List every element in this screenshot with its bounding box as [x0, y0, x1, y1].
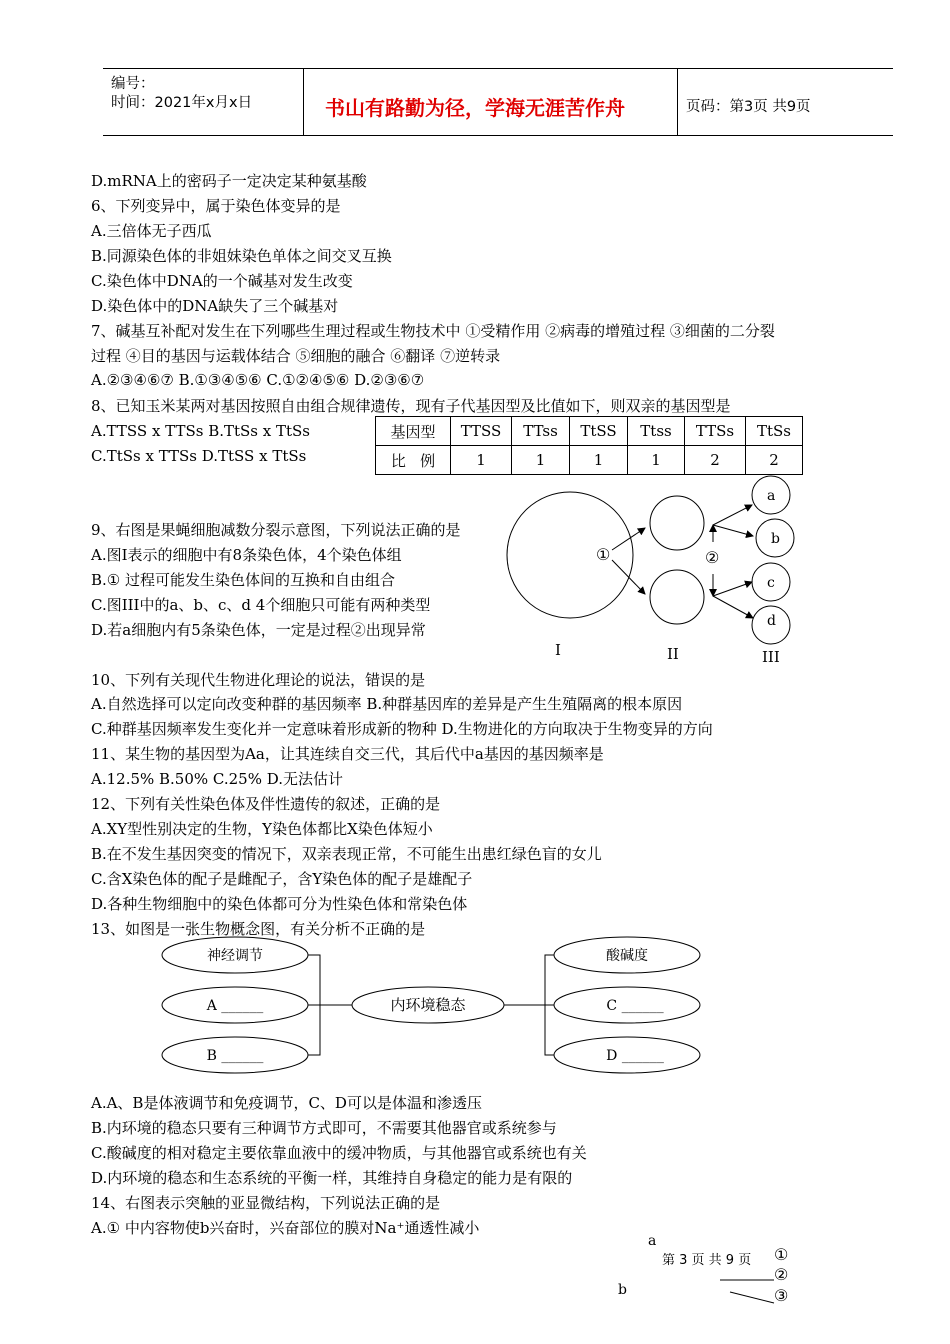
text-line: D.各种生物细胞中的染色体都可分为性染色体和常染色体	[91, 895, 468, 913]
text-line: D.若a细胞内有5条染色体，一定是过程②出现异常	[91, 621, 426, 639]
table-cell: TtSS	[570, 417, 628, 446]
synapse-label-3: ③	[774, 1286, 789, 1305]
text-line: A.三倍体无子西瓜	[91, 222, 212, 240]
concept-map	[155, 935, 715, 1083]
text-line: C.种群基因频率发生变化并一定意味着形成新的物种 D.生物进化的方向取决于生物变异的方向	[91, 720, 713, 738]
table-cell: 基因型	[376, 417, 451, 446]
text-line: C.染色体中DNA的一个碱基对发生改变	[91, 272, 353, 290]
label-II: II	[667, 645, 679, 663]
node-D-label: D ______	[606, 1048, 664, 1064]
step-1-label: ①	[596, 545, 611, 564]
table-cell: TtSs	[746, 417, 803, 446]
cell-II-top	[650, 496, 704, 550]
text-line: 9、右图是果蝇细胞减数分裂示意图，下列说法正确的是	[91, 521, 461, 539]
label-d: d	[767, 613, 776, 629]
node-A-label: A ______	[206, 998, 264, 1014]
synapse-label-a: a	[648, 1233, 657, 1249]
text-line: B.① 过程可能发生染色体间的互换和自由组合	[91, 571, 396, 589]
header-bottom-rule	[103, 135, 893, 136]
text-line: 过程 ④目的基因与运载体结合 ⑤细胞的融合 ⑥翻译 ⑦逆转录	[91, 347, 501, 365]
step-2-label: ②	[705, 548, 720, 567]
synapse-label-2: ②	[774, 1265, 789, 1284]
text-line: B.内环境的稳态只要有三种调节方式即可，不需要其他器官或系统参与	[91, 1119, 557, 1137]
table-cell: TTSs	[685, 417, 746, 446]
label-b: b	[771, 531, 780, 547]
synapse-label-b: b	[618, 1282, 627, 1298]
text-line: A.图I表示的细胞中有8条染色体，4个染色体组	[91, 546, 402, 564]
text-line: 13、如图是一张生物概念图，有关分析不正确的是	[91, 920, 426, 938]
text-line: 11、某生物的基因型为Aa，让其连续自交三代，其后代中a基因的基因频率是	[91, 745, 604, 763]
text-line: A.XY型性别决定的生物，Y染色体都比X染色体短小	[91, 820, 433, 838]
text-line: 12、下列有关性染色体及伴性遗传的叙述，正确的是	[91, 795, 441, 813]
node-center-label: 内环境稳态	[390, 996, 466, 1014]
text-line: D.mRNA上的密码子一定决定某种氨基酸	[91, 172, 367, 190]
text-line: B.在不发生基因突变的情况下，双亲表现正常，不可能生出患红绿色盲的女儿	[91, 845, 602, 863]
text-line: A.TTSS x TTSs B.TtSs x TtSs	[91, 422, 311, 440]
label-c: c	[767, 575, 775, 591]
header-top-rule	[103, 68, 893, 69]
header-divider-right	[677, 68, 678, 136]
page-label: 页码：第3页 共9页	[686, 99, 811, 115]
table-cell: TTSS	[451, 417, 512, 446]
label-I: I	[555, 641, 561, 659]
motto: 书山有路勤为径，学海无涯苦作舟	[325, 96, 625, 120]
text-line: A.自然选择可以定向改变种群的基因频率 B.种群基因库的差异是产生生殖隔离的根本原因	[91, 695, 683, 713]
table-cell: 1	[451, 446, 512, 475]
table-cell: 1	[570, 446, 628, 475]
cell-I	[507, 492, 633, 618]
table-cell: 2	[685, 446, 746, 475]
page-footer: 第 3 页 共 9 页	[662, 1253, 752, 1268]
node-B-label: B ______	[206, 1048, 264, 1064]
node-C-label: C ______	[606, 998, 664, 1014]
synapse-label-1: ①	[774, 1245, 789, 1264]
text-line: 7、碱基互补配对发生在下列哪些生理过程或生物技术中 ①受精作用 ②病毒的增殖过程 ③细菌的二分裂	[91, 322, 775, 340]
meiosis-diagram	[500, 470, 820, 670]
table-cell: TTss	[512, 417, 570, 446]
text-line: 14、右图表示突触的亚显微结构，下列说法正确的是	[91, 1194, 441, 1212]
table-cell: 2	[746, 446, 803, 475]
text-line: B.同源染色体的非姐妹染色单体之间交叉互换	[91, 247, 392, 265]
text-line: A.A、B是体液调节和免疫调节，C、D可以是体温和渗透压	[91, 1094, 482, 1112]
label-a: a	[767, 488, 776, 504]
table-cell: 1	[512, 446, 570, 475]
text-line: A.12.5% B.50% C.25% D.无法估计	[91, 770, 343, 788]
text-line: 6、下列变异中，属于染色体变异的是	[91, 197, 341, 215]
genotype-table	[375, 416, 803, 475]
text-line: D.染色体中的DNA缺失了三个碱基对	[91, 297, 339, 315]
text-line: A.① 中内容物使b兴奋时，兴奋部位的膜对Na⁺通透性减小	[91, 1219, 480, 1237]
node-pH-label: 酸碱度	[606, 948, 648, 964]
time-label: 时间：2021年x月x日	[111, 95, 253, 111]
table-cell: 1	[628, 446, 685, 475]
table-row	[376, 417, 803, 446]
text-line: 10、下列有关现代生物进化理论的说法，错误的是	[91, 671, 426, 689]
text-line: C.图III中的a、b、c、d 4个细胞只可能有两种类型	[91, 596, 431, 614]
table-cell: 比 例	[376, 446, 451, 475]
text-line: C.酸碱度的相对稳定主要依靠血液中的缓冲物质，与其他器官或系统也有关	[91, 1144, 587, 1162]
header-divider-left	[303, 68, 304, 136]
text-line: C.含X染色体的配子是雌配子，含Y染色体的配子是雄配子	[91, 870, 473, 888]
text-line: C.TtSs x TTSs D.TtSS x TtSs	[91, 447, 307, 465]
label-III: III	[762, 648, 780, 666]
cell-II-bottom	[650, 570, 704, 624]
text-line: D.内环境的稳态和生态系统的平衡一样，其维持自身稳定的能力是有限的	[91, 1169, 573, 1187]
text-line: 8、已知玉米某两对基因按照自由组合规律遗传，现有子代基因型及比值如下，则双亲的基因型是	[91, 397, 731, 415]
node-neural-label: 神经调节	[207, 948, 263, 964]
serial-label: 编号：	[111, 76, 155, 92]
text-line: A.②③④⑥⑦ B.①③④⑤⑥ C.①②④⑤⑥ D.②③⑥⑦	[91, 371, 425, 389]
table-cell: Ttss	[628, 417, 685, 446]
synapse-leader-lines	[690, 1270, 780, 1310]
